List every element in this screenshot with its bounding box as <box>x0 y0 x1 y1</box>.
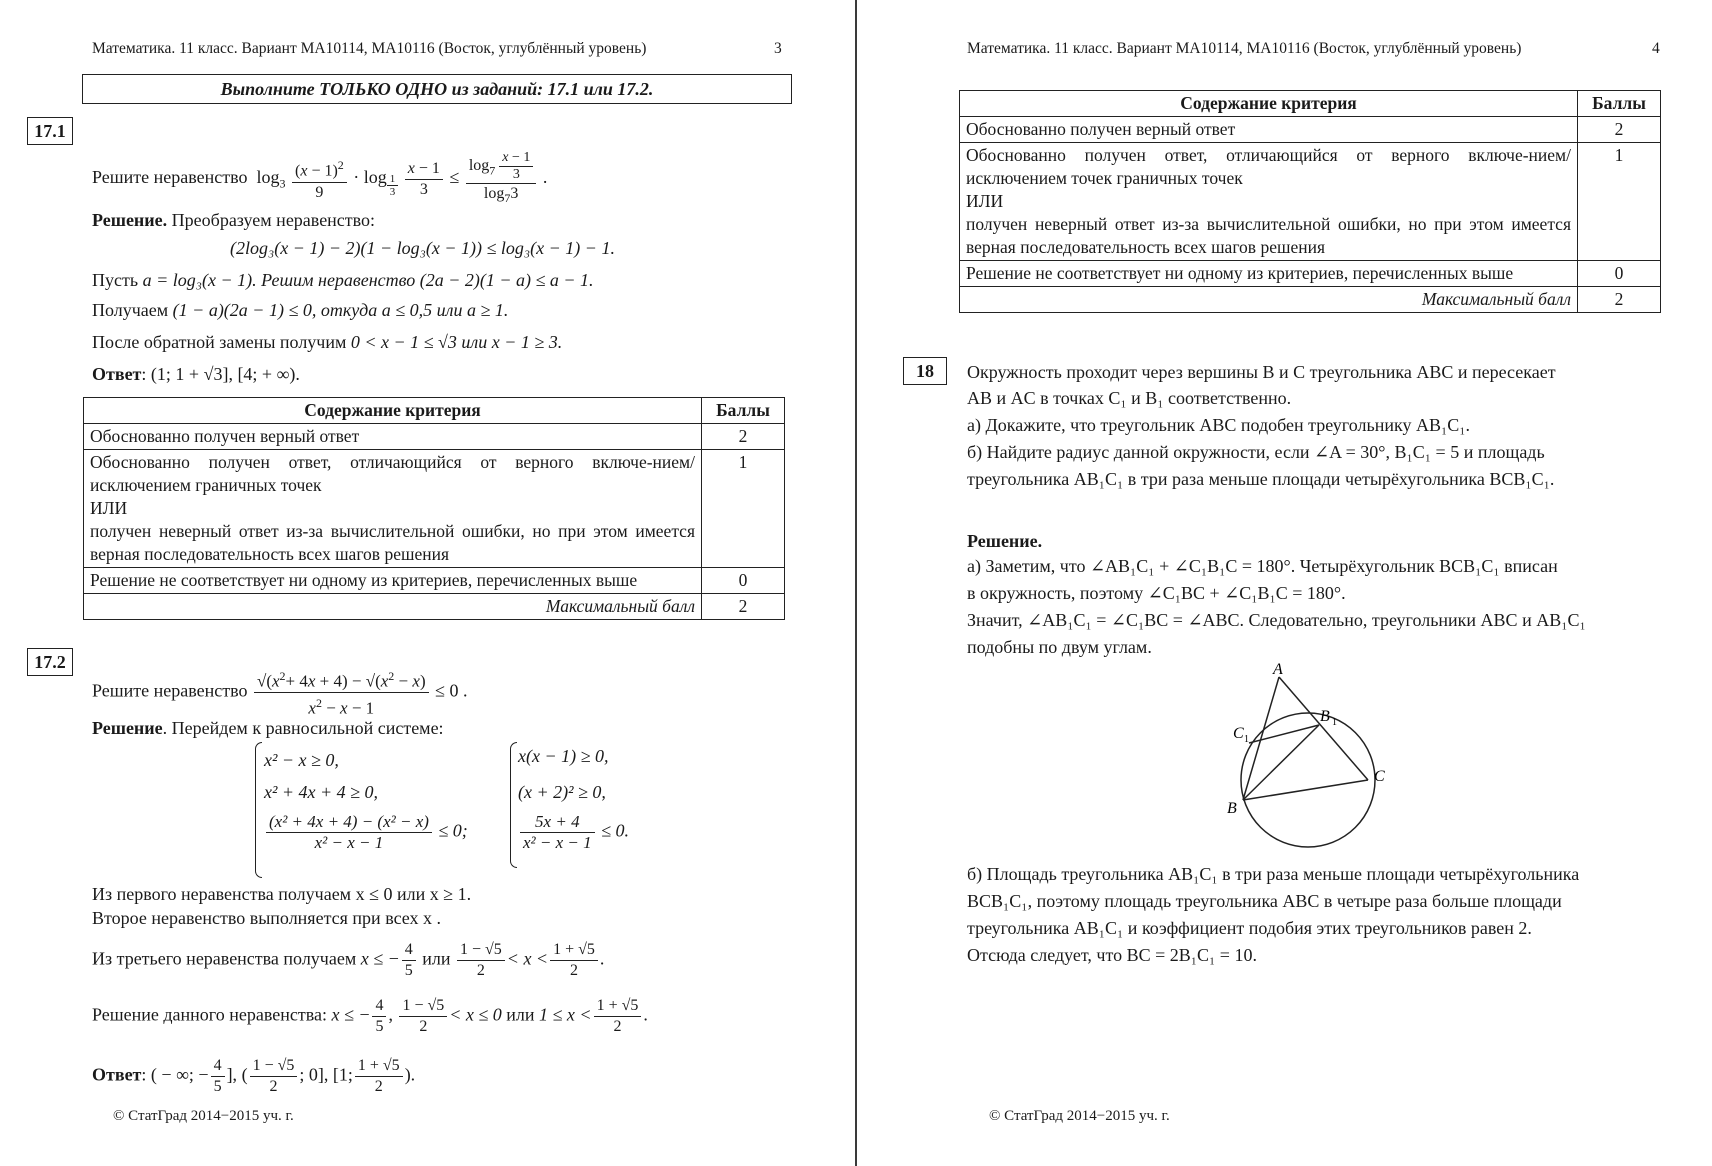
max-score-label: Максимальный балл <box>960 287 1578 313</box>
footer: © СтатГрад 2014−2015 уч. г. <box>989 1108 1170 1124</box>
task-17-2-line2: Второе неравенство выполняется при всех x . <box>92 908 442 928</box>
criterion-text: Обоснованно получен ответ, отличающийся от верного включе-нием/исключением граничных точек ИЛИ получен неверный ответ из-за вычислительной ошибки, но при этом имеется верная последовательность всех шагов решения <box>84 450 702 568</box>
task-17-2-line3: Из третьего неравенства получаем x ≤ − $\frac{4}{5}$ или $\frac{1 - √5}{2}$ < x < $\frac{1 + √5}{2}$ . <box>92 941 605 979</box>
task-18-sol-b-1: б) Площадь треугольника AB₁C₁ в три раза меньше площади четырёхугольника <box>967 864 1580 884</box>
label-b1-subscript: 1 <box>1332 717 1337 728</box>
task-number-18: 18 <box>903 357 947 385</box>
task-17-2-answer: Ответ: ( − ∞; − $\frac{4}{5}$ ], ( $\frac{1 - √5}{2}$ ; 0], [1; $\frac{1 + √5}{2}$ ). <box>92 1057 416 1095</box>
criteria-table-17 <box>83 397 785 620</box>
sys1-line3: $\frac{\text{(x² + 4x + 4) − (x² − x)}}{\text{x² − x − 1}}$ ≤ 0; <box>264 812 468 853</box>
task-18-sol-a-1: а) Заметим, что ∠AB₁C₁ + ∠C₁B₁C = 180°. Четырёхугольник BCB₁C₁ вписан <box>967 556 1558 576</box>
sys2-line2: (x + 2)² ≥ 0, <box>518 782 606 802</box>
page-number: 3 <box>774 40 782 57</box>
system-brace <box>510 742 517 868</box>
triangle-circle-figure <box>1213 655 1393 865</box>
task-number-17-2: 17.2 <box>27 648 73 676</box>
sys1-line1: x² − x ≥ 0, <box>264 750 339 770</box>
task-18-part-b-1: б) Найдите радиус данной окружности, если ∠A = 30°, B₁C₁ = 5 и площадь <box>967 442 1545 462</box>
task-18-sol-b-2: BCB₁C₁, поэтому площадь треугольника ABC в четыре раза больше площади <box>967 891 1562 911</box>
label-b: B <box>1227 800 1237 817</box>
sys2-line3: $\frac{5x + 4}{\text{x² − x − 1}}$ ≤ 0. <box>518 812 629 853</box>
criterion-text: Обоснованно получен верный ответ <box>84 424 702 450</box>
criterion-text: Решение не соответствует ни одному из критериев, перечисленных выше <box>960 261 1578 287</box>
side-ac <box>1279 677 1368 780</box>
criterion-points: 2 <box>702 424 785 450</box>
task-18-sol-a-3: Значит, ∠AB₁C₁ = ∠C₁BC = ∠ABC. Следовательно, треугольники ABC и AB₁C₁ <box>967 610 1586 630</box>
criterion-text: Решение не соответствует ни одному из критериев, перечисленных выше <box>84 568 702 594</box>
system-brace <box>255 742 262 878</box>
label-c1: C <box>1233 725 1244 742</box>
col-points: Баллы <box>702 398 785 424</box>
task-18-solution-label: Решение. <box>967 531 1043 551</box>
criterion-points: 2 <box>1578 117 1661 143</box>
criterion-points: 0 <box>702 568 785 594</box>
task-number-17-1: 17.1 <box>27 117 73 145</box>
col-criterion: Содержание критерия <box>84 398 702 424</box>
task-18-sol-a-4: подобны по двум углам. <box>967 637 1152 657</box>
task-18-part-a: а) Докажите, что треугольник ABC подобен треугольнику AB₁C₁. <box>967 415 1471 435</box>
max-score-value: 2 <box>702 594 785 620</box>
label-c: C <box>1374 768 1385 785</box>
criterion-text: Обоснованно получен ответ, отличающийся от верного включе-нием/исключением точек граничных точек ИЛИ получен неверный ответ из-за вычислительной ошибки, но при этом имеется верная последовательность всех шагов решения <box>960 143 1578 261</box>
criterion-points: 1 <box>1578 143 1661 261</box>
criterion-points: 0 <box>1578 261 1661 287</box>
task-17-2-line4: Решение данного неравенства: x ≤ − $\frac{4}{5}$ , $\frac{1 - √5}{2}$ < x ≤ 0 или 1 ≤ x < $\frac{1 + √5}{2}$ . <box>92 997 648 1035</box>
task-17-1-solution-intro: Решение. Преобразуем неравенство: <box>92 210 376 230</box>
task-17-2-line1: Из первого неравенства получаем x ≤ 0 или x ≥ 1. <box>92 884 472 904</box>
page-divider <box>855 0 857 1166</box>
circle-shape <box>1241 713 1375 847</box>
task-17-2-statement: Решите неравенство $\frac{√(x^2+ 4x + 4) - √(x^2 - x)}{x^2 - x - 1}$ ≤ 0 . <box>92 666 468 718</box>
label-a: A <box>1273 661 1283 678</box>
task-18-sol-a-2: в окружность, поэтому ∠C₁BC + ∠C₁B₁C = 180°. <box>967 583 1346 603</box>
task-17-1-answer: Ответ: (1; 1 + √3], [4; + ∞). <box>92 364 300 384</box>
task-17-1-step3: Получаем (1 − a)(2a − 1) ≤ 0, откуда a ≤ 0,5 или a ≥ 1. <box>92 300 509 320</box>
task-18-sol-b-4: Отсюда следует, что BC = 2B₁C₁ = 10. <box>967 945 1257 965</box>
criteria-table-18 <box>959 90 1661 313</box>
left-page <box>0 0 855 1166</box>
sys1-line2: x² + 4x + 4 ≥ 0, <box>264 782 379 802</box>
criterion-points: 1 <box>702 450 785 568</box>
page-header: Математика. 11 класс. Вариант МА10114, МА10116 (Восток, углублённый уровень) <box>967 40 1522 57</box>
footer: © СтатГрад 2014−2015 уч. г. <box>113 1108 294 1124</box>
label-b1: B <box>1320 708 1330 725</box>
label-c1-subscript: 1 <box>1244 734 1249 745</box>
task-18-part-b-2: треугольника AB₁C₁ в три раза меньше площади четырёхугольника BCB₁C₁. <box>967 469 1555 489</box>
max-score-value: 2 <box>1578 287 1661 313</box>
col-criterion: Содержание критерия <box>960 91 1578 117</box>
right-page <box>858 0 1712 1166</box>
page-number: 4 <box>1652 40 1660 57</box>
col-points: Баллы <box>1578 91 1661 117</box>
criterion-text: Обоснованно получен верный ответ <box>960 117 1578 143</box>
task-17-1-step1: (2log₃(x − 1) − 2)(1 − log₃(x − 1)) ≤ log₃(x − 1) − 1. <box>230 238 615 258</box>
max-score-label: Максимальный балл <box>84 594 702 620</box>
task-18-statement-2: AB и AC в точках C₁ и B₁ соответственно. <box>967 388 1292 408</box>
instruction-box: Выполните ТОЛЬКО ОДНО из заданий: 17.1 или 17.2. <box>82 74 792 104</box>
task-17-2-solution-intro: Решение. Перейдем к равносильной системе: <box>92 718 444 738</box>
task-17-1-step4: После обратной замены получим 0 < x − 1 ≤ √3 или x − 1 ≥ 3. <box>92 332 563 352</box>
sys2-line1: x(x − 1) ≥ 0, <box>518 746 609 766</box>
task-18-sol-b-3: треугольника AB₁C₁ и коэффициент подобия этих треугольников равен 2. <box>967 918 1532 938</box>
side-bc <box>1243 780 1368 800</box>
task-17-1-statement: Решите неравенство $\log_3$ $\frac{(x - 1)^2}{9}$ · log $_{\frac{1}{3}}$ $\frac{x - 1}{3}$ ≤ $\log_7$ $\frac{x - 1}{3}$ $\log_73$ . <box>92 150 548 206</box>
task-18-statement-1: Окружность проходит через вершины B и C треугольника ABC и пересекает <box>967 362 1556 382</box>
page-header: Математика. 11 класс. Вариант МА10114, МА10116 (Восток, углублённый уровень) <box>92 40 647 57</box>
task-17-1-step2: Пусть a = log₃(x − 1). Решим неравенство (2a − 2)(1 − a) ≤ a − 1. <box>92 270 594 290</box>
